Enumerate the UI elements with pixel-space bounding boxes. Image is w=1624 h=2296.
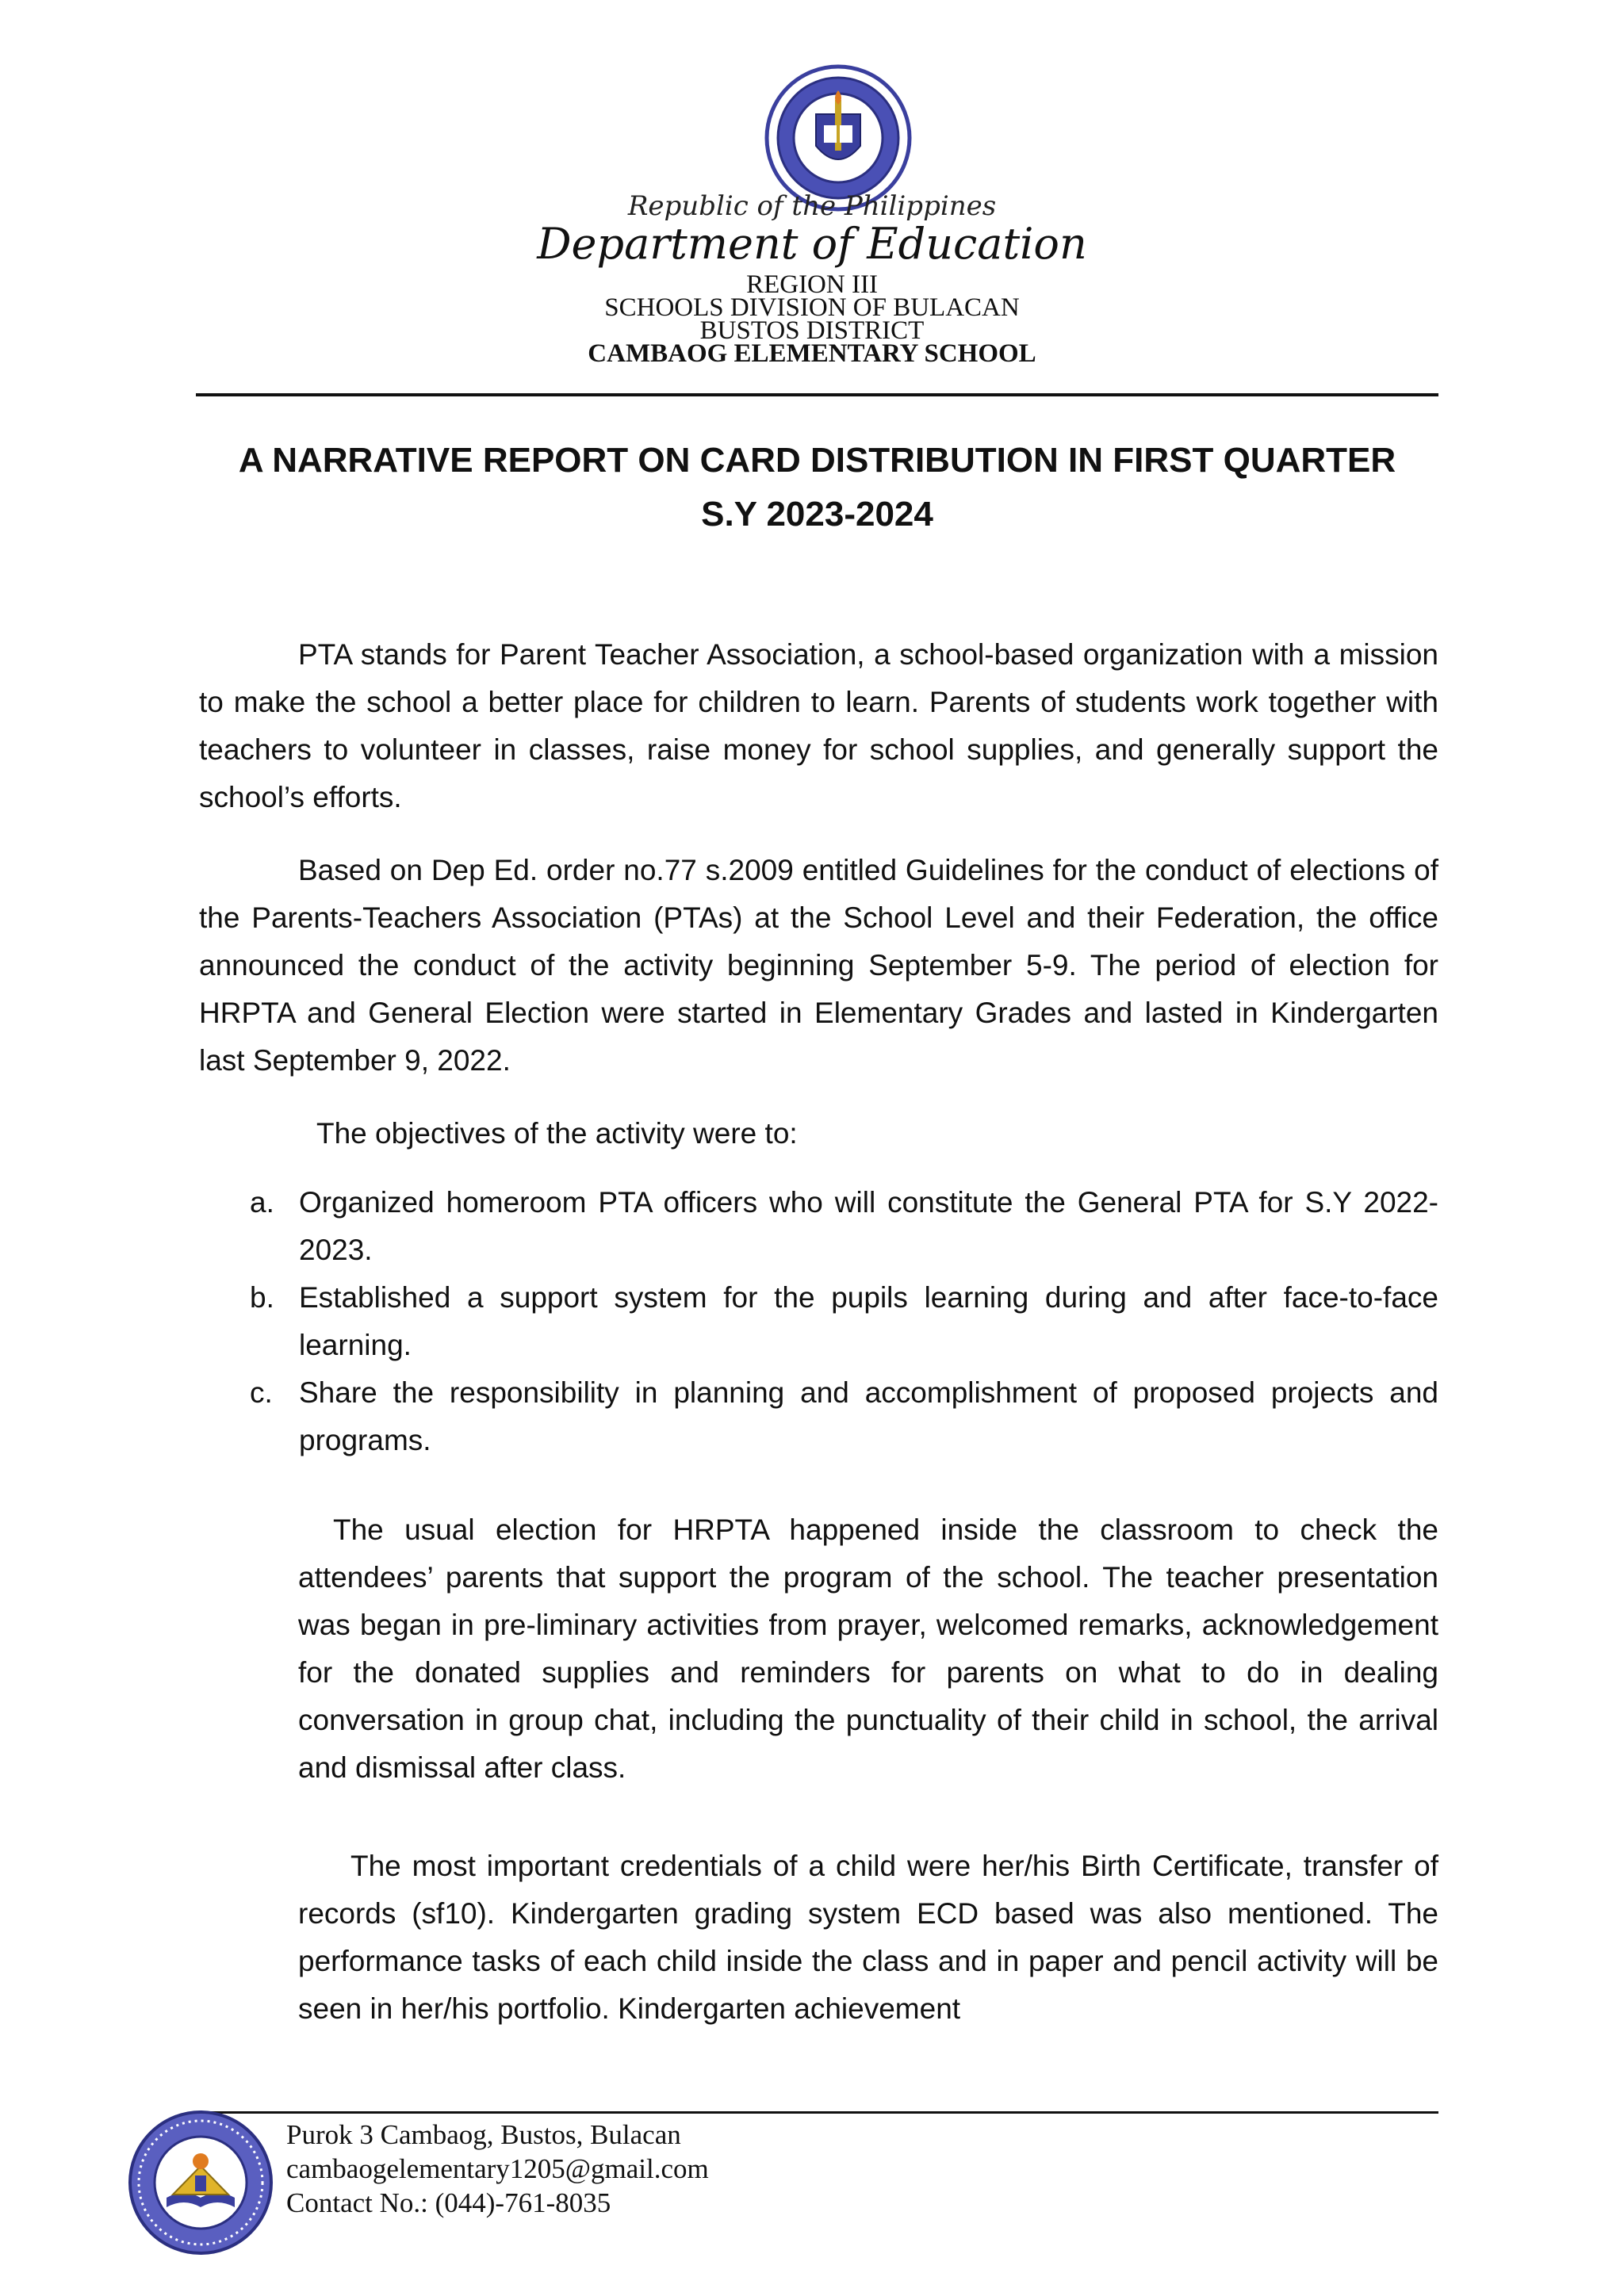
list-item-text: Established a support system for the pupils learning during and after face-to-face learning. [299, 1281, 1438, 1361]
footer-contact-block [286, 2118, 709, 2220]
paragraph-objectives-intro: The objectives of the activity were to: [316, 1117, 798, 1150]
list-marker: a. [250, 1186, 274, 1219]
footer-divider [196, 2111, 1438, 2114]
footer-email: cambaogelementary1205@gmail.com [286, 2153, 709, 2184]
republic-line: Republic of the Philippines [627, 190, 997, 222]
list-marker: b. [250, 1281, 274, 1314]
paragraph-credentials: The most important credentials of a child were her/his Birth Certificate, transfer of records (sf10). Kindergarten grading system ECD based was also mentioned. The performance tasks of each child inside the class and in paper and pencil activity will be seen in her/his portfolio. Kindergarten achievement [298, 1850, 1438, 2025]
school-seal-icon [127, 2109, 274, 2256]
paragraph-deped-order: Based on Dep Ed. order no.77 s.2009 entitled Guidelines for the conduct of elections of the Parents-Teachers Association (PTAs) at the School Level and their Federation, the office announced the conduct of the activity beginning September 5-9. The period of election for HRPTA and General Election were started in Elementary Grades and lasted in Kindergarten last September 9, 2022. [199, 854, 1438, 1077]
report-school-year: S.Y 2023-2024 [701, 495, 933, 534]
district-line: BUSTOS DISTRICT [699, 316, 925, 345]
division-line: SCHOOLS DIVISION OF BULACAN [604, 293, 1020, 322]
list-item-text: Organized homeroom PTA officers who will constitute the General PTA for S.Y 2022-2023. [299, 1186, 1438, 1266]
report-title: A NARRATIVE REPORT ON CARD DISTRIBUTION IN FIRST QUARTER [238, 441, 1396, 480]
region-line: REGION III [746, 270, 878, 299]
school-name: CAMBAOG ELEMENTARY SCHOOL [588, 339, 1036, 368]
department-name: Department of Education [537, 219, 1087, 269]
header-divider [196, 393, 1438, 396]
paragraph-election-process: The usual election for HRPTA happened inside the classroom to check the attendees’ parents that support the program of the school. The teacher presentation was began in pre-liminary activities from prayer, welcomed remarks, acknowledgement for the donated supplies and reminders for parents on what to do in dealing conversation in group chat, including the punctuality of their child in school, the arrival and dismissal after class. [298, 1513, 1438, 1784]
list-marker: c. [250, 1376, 273, 1409]
list-item [199, 1179, 1438, 1274]
footer-address: Purok 3 Cambaog, Bustos, Bulacan [286, 2119, 681, 2150]
list-item [199, 1369, 1438, 1464]
paragraph-pta-definition: PTA stands for Parent Teacher Association, a school-based organization with a mission to make the school a better place for children to learn. Parents of students work together with teachers to volunteer in classes, raise money for school supplies, and generally support the school’s efforts. [199, 638, 1438, 813]
list-item-text: Share the responsibility in planning and accomplishment of proposed projects and programs. [299, 1376, 1438, 1456]
list-item [199, 1274, 1438, 1369]
footer-contact: Contact No.: (044)-761-8035 [286, 2187, 611, 2218]
objectives-list [199, 1179, 1438, 1464]
